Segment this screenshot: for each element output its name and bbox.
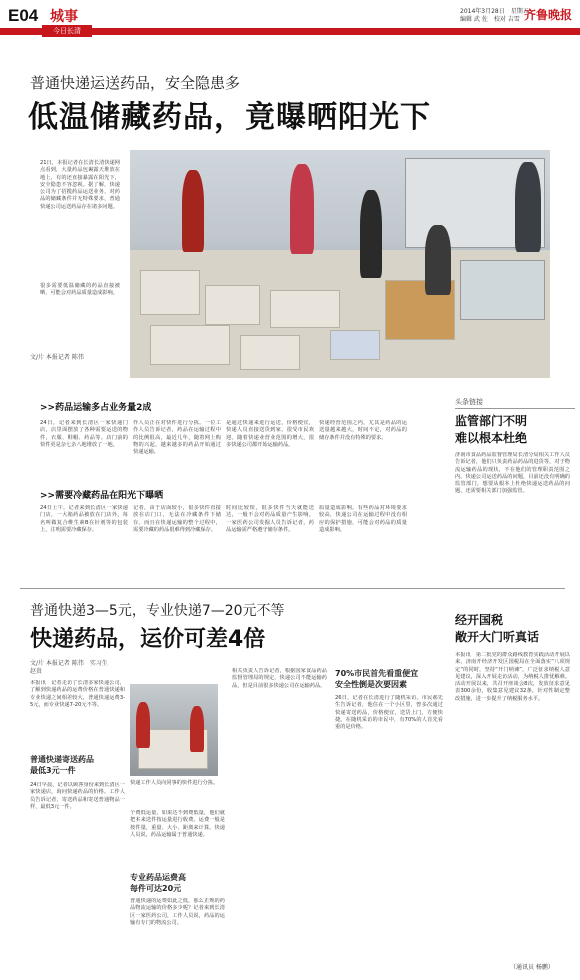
story2-subhead-1 — [30, 754, 94, 776]
story2-column-5: 26日，记者在长清进行了随机采访。市民郝先生告诉记者，他住在一个小区里，曾多次通过快递寄送药品，价格便宜，送货上门，方便快捷。在随机采访的市民中，有70%的人首先看重的是价格。 — [335, 695, 443, 731]
sidebar-title-1-line1: 监管部门不明 — [455, 414, 528, 428]
story2-photo-caption: 快递工作人员向同事的快件进行分拣。 — [130, 780, 219, 786]
worker-figure — [190, 706, 204, 752]
story2-photo — [130, 684, 218, 776]
story1-column-4: 快递经营范围之内，尤其是药品的运送量越来越大，时间不定，对药品的储存条件并没有特殊的要求。 — [319, 420, 407, 441]
newspaper-logo: 齐鲁晚报 — [524, 8, 573, 22]
section-title: 城事 — [50, 9, 78, 25]
story2-lead: 本报讯 记者走访了长清多家快递公司，了解到快递药品的运费价格在普通快递和专业快递之间相差较大，普通快递运费3-5元，而专业快递7-20元不等。 — [30, 680, 125, 708]
story2-subhead-2-line2: 每件可达20元 — [130, 884, 182, 893]
box-shape — [270, 290, 340, 328]
worker-figure — [360, 190, 382, 278]
story1-column-6: 记者，由于店面较小，很多快件直接放在店门口，无法在冷藏条件下储存。而且在快递运输的整个过程中，需要冷藏的药品很难得到冷藏保存。 — [133, 505, 221, 533]
story1-subhead-1: >>药品运输多占业务量2成 — [40, 403, 152, 413]
main-photo — [130, 150, 550, 378]
story2-column-1: 24日早晨，记者以顾客身份来到长清区一家快递店，询问快递药品的价格。工作人员告诉记者，寄送药品和寄送普通物品一样，最低3元一件。 — [30, 782, 125, 810]
worker-figure — [290, 164, 314, 254]
date-text: 2014年3月28日 星期五 — [460, 8, 529, 15]
story1-column-2: 作人员正在对快件进行分拣。一位工作人员告诉记者，药品在运输过程中的比例很高，最近几年，随着网上购物的兴起，越来越多的药品开始通过快递运输。 — [133, 420, 221, 456]
story2-column-2: 个费低运量，如果达不到费低量，他们就把本来送件按运量进行收费。运费一般是按件量，重量、大小、距离来计算。快递人员说，药品运输属于普通快递。 — [130, 810, 225, 838]
box-shape — [140, 270, 200, 315]
page-number: E04 — [8, 6, 39, 25]
story1-headline: 低温储藏药品，竟曝晒阳光下 — [28, 100, 431, 135]
sidebar-tag: 头条链接 — [455, 397, 575, 409]
story2-subhead-1-line2: 最低3元一件 — [30, 766, 76, 775]
story2-subhead-1-line1: 普通快递寄送药品 — [30, 755, 94, 764]
section-divider — [20, 588, 565, 589]
story1-column-1: 24日，记者来到长清区一家快递门店，店里面摆放了各种需要运送的物件，衣服、鞋帽、药品等。店门前的快件更是杂七杂八地堆放了一地。 — [40, 420, 128, 448]
photo-caption: 很多需要低温储藏的药品直接被晒，可能会对药品质量造成影响。 — [40, 283, 120, 297]
story2-subhead-2-line1: 专业药品运费高 — [130, 873, 186, 882]
story1-column-3: 是通过快递来进行运送，价格便宜，快递人员直接送货到家，很受市民欢迎。随着快递业营业范围的增大，很多快递公司都开始运输药品。 — [226, 420, 314, 448]
editor-text: 编辑 武 佐 校对 吉雪 — [460, 16, 520, 23]
story2-subhead-3-line1: 70%市民首先看重便宜 — [335, 669, 419, 678]
story2-column-4: 相关负责人告诉记者，根据国家食品药品监督管理局的规定，快递公司不能运输药品，但是目前很多快递公司在运输药品。 — [232, 668, 327, 689]
story2-headline: 快递药品，运价可差4倍 — [30, 627, 266, 652]
sidebar-credit: （通讯员 杨鹏） — [510, 964, 554, 971]
sidebar-text-1: 济南市食品药品监督管理局长清分局相关工作人员告诉记者，他们只负责药品药品的进货等，对于物流运输药品的现状，不在他们的管理职责范围之内。快递公司运送药品的问题，目前还没有明确的监管部门，想要从根本上杜绝快递运送药品的问题，还需要相关部门加强监管。 — [455, 452, 570, 495]
sidebar-text-2: 本报讯 第二批党的群众路线教育实践活动开展以来，济南开经济开发区国税局在全面落实“八项规定”的同时，坚持“开门纳谏”，广泛征求纳税人意见建议，深入开展走访活动，为纳税人排忧解难。活动开展以来，共召开座谈会8次，发放征求意见表300余份，收集意见建议32条，针对性制定整改措施，进一步提升了纳税服务水平。 — [455, 652, 570, 702]
story2-column-3: 普通快递的运费如此之低，那么正规的药品物流运输的价格多少呢？记者来到长清区一家医药公司，工作人员说，药品的运输有专门的物流公司。 — [130, 898, 225, 926]
story1-column-8: 质量造成影响。有些药品对环境要求较高，快递公司在运输过程中没有相应的保护措施，可能会对药品的质量造成影响。 — [319, 505, 407, 533]
box-shape — [240, 335, 300, 370]
story1-column-5: 24日上午，记者来到长清区一家快递门店，一大箱药品被放在门店外。每名叫做复合维生素B在针剂等的包装上，注明需要冷藏保存。 — [40, 505, 128, 533]
story1-subhead-2: >>需要冷藏药品在阳光下曝晒 — [40, 491, 164, 501]
story2-kicker: 普通快递3—5元，专业快递7—20元不等 — [30, 603, 285, 619]
box-shape — [205, 285, 260, 325]
worker-figure — [182, 170, 204, 252]
story2-byline: 文/片 本报记者 陈伟 实习生 赵贵 — [30, 660, 108, 675]
sidebar-title-2-line2: 敞开大门听真话 — [455, 630, 540, 644]
sidebar-title-1-line2: 难以根本杜绝 — [455, 431, 528, 445]
story2-subhead-3-line2: 安全性倒是次要因素 — [335, 680, 407, 689]
story2-subhead-2 — [130, 872, 186, 894]
worker-figure — [425, 225, 451, 295]
worker-figure — [515, 162, 541, 252]
story1-kicker: 普通快递运送药品，安全隐患多 — [30, 74, 241, 92]
box-shape — [150, 325, 230, 365]
story2-subhead-3 — [335, 668, 445, 690]
photo-intro-text: 21日，本报记者在长清长清快递网点看到，大量药品包裹露天堆放在地上，有的还直接暴露在阳光下，安全隐患不容忽视。据了解，快递公司为了招揽药品运送业务，对药品的储藏条件并无特殊要求，普通快递公司运送药品存在诸多问题。 — [40, 160, 120, 210]
sidebar-title-1 — [455, 413, 527, 447]
sidebar-title-2 — [455, 612, 539, 646]
tricycle-shape — [460, 260, 545, 320]
box-shape — [330, 330, 380, 360]
story1-column-7: 时间比较短，很多快件当天就能送达，一般不会对药品质量产生影响。一家医药公司发掘人员告诉记者，药品运输需严格遵守储存条件。 — [226, 505, 314, 533]
sub-section-label: 今日长清 — [42, 25, 92, 37]
sidebar-title-2-line1: 经开国税 — [455, 613, 504, 627]
worker-figure — [136, 702, 150, 748]
story1-byline: 文/片 本报记者 陈伟 — [30, 354, 84, 361]
